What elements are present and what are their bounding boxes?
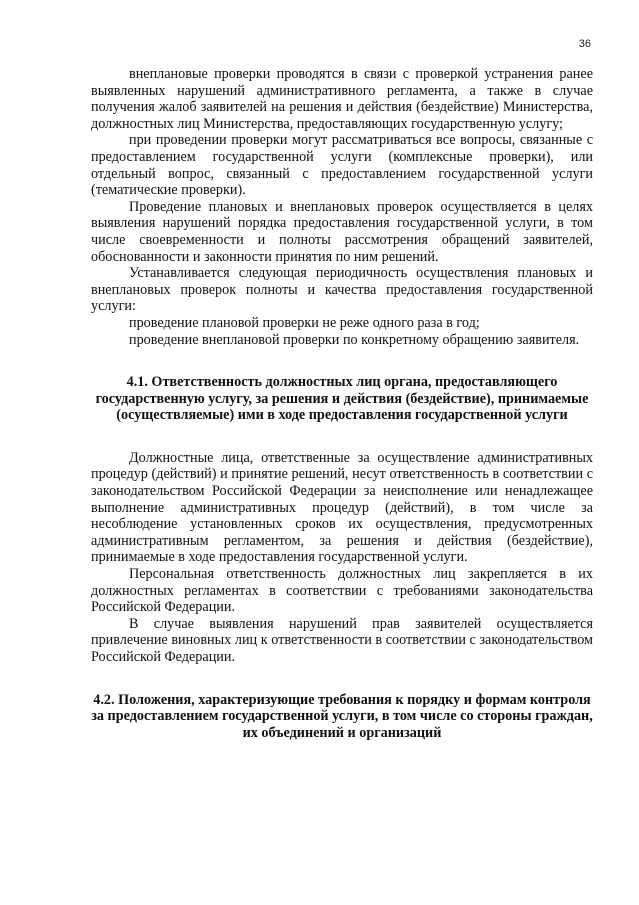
paragraph: Устанавливается следующая периодичность осуществления плановых и внеплановых проверок полноты и качества предоставления государственной услуги: [91,265,593,315]
page-number: 36 [578,38,591,50]
paragraph: проведение внеплановой проверки по конкретному обращению заявителя. [129,331,580,348]
paragraph: внеплановые проверки проводятся в связи с проверкой устранения ранее выявленных нарушений административного регламента, а также в случае получения жалоб заявителей на решения и действия (бездействие) Министерства, должностных лиц Министерства, предоставляющих государственную услугу; [91,66,593,132]
paragraph: Проведение плановых и внеплановых проверок осуществляется в целях выявления нарушений порядка предоставления государственной услуги, в том числе своевременности и полноты рассмотрения обращений заявителей, обоснованности и законности принятия по ним решений. [91,198,593,265]
paragraph: проведение плановой проверки не реже одного раза в год; [129,314,480,331]
paragraph: при проведении проверки могут рассматриваться все вопросы, связанные с предоставлением государственной услуги (комплексные проверки), или отдельный вопрос, связанный с предоставлением государственной услуги (тематические проверки). [91,132,593,199]
paragraph: Должностные лица, ответственные за осуществление административных процедур (действий) и принятие решений, несут ответственность в соответствии с законодательством Российской Федерации за неисполнение или ненадлежащее выполнение административных процедур (действий), в том числе за несоблюдение установленных сроков их осуществления, предусмотренных административным регламентом, за решения и действия (бездействие), принимаемые в ходе предоставления государственной услуги. [91,449,593,566]
paragraph: В случае выявления нарушений прав заявителей осуществляется привлечение виновных лиц к ответственности в соответствии с законодательством Российской Федерации. [91,615,593,665]
paragraph: Персональная ответственность должностных лиц закрепляется в их должностных регламентах в соответствии с требованиями законодательства Российской Федерации. [91,566,593,616]
document-body [91,66,593,741]
section-heading-4-1: 4.1. Ответственность должностных лиц органа, предоставляющего государственную услугу, за решения и действия (бездействие), принимаемые (осуществляемые) ими в ходе предоставления государственной услуги [95,374,589,424]
section-heading-4-2: 4.2. Положения, характеризующие требования к порядку и формам контроля за предоставлением государственной услуги, в том числе со стороны граждан, их объединений и организаций [91,691,593,741]
